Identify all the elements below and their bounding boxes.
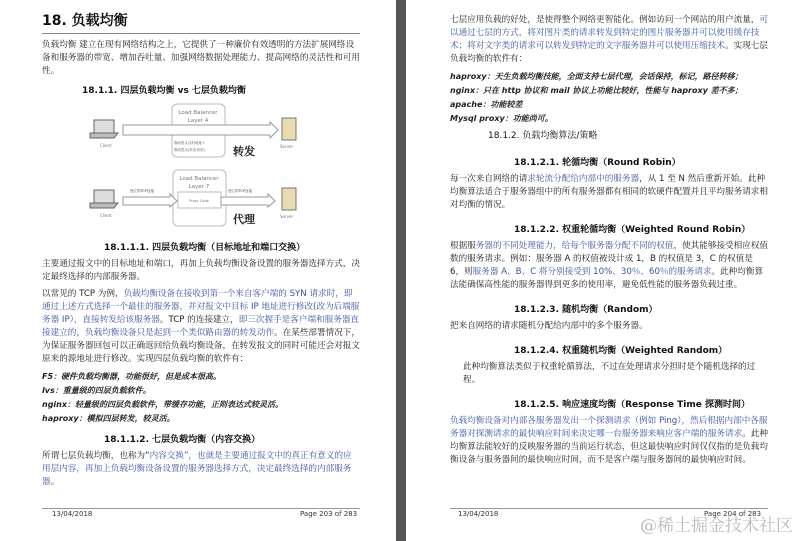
title-rule <box>42 33 360 34</box>
chapter-title: 18. 负载均衡 <box>42 13 128 29</box>
text-run: 七层应用负载的好处，是使得整个网络更智能化。例如访问一个网站的用户流量， <box>450 15 760 25</box>
highlight-run: 务器的不同处理能力，给每个服务器分配不同的权值 <box>475 241 674 251</box>
text-run: 所谓七层负载均衡，也称为“ <box>42 451 150 461</box>
layer7-paragraph <box>42 450 360 489</box>
footer-rule <box>450 508 768 509</box>
layer7-benefit-paragraph <box>450 14 768 66</box>
footer-date: 13/04/2018 <box>52 510 93 518</box>
section-heading-response-time: 18.1.2.5. 响应速度均衡（Response Time 探测时间） <box>514 400 750 410</box>
random-paragraph: 把来自网络的请求随机分配给内部中的多个服务器。 <box>450 321 648 331</box>
page-204 <box>406 0 803 541</box>
round-robin-paragraph <box>450 173 768 212</box>
software-nginx: nginx：只在 http 协议和 mail 协议上功能比较好，性能与 haproxy 差不多； <box>450 86 743 95</box>
forward-label: 转发 <box>233 145 255 158</box>
section-heading-weighted-round-robin: 18.1.2.2. 权重轮循均衡（Weighted Round Robin） <box>514 225 751 235</box>
section-heading-random: 18.1.2.3. 随机均衡（Random） <box>514 305 658 315</box>
server-icon <box>282 188 296 210</box>
section-heading-round-robin: 18.1.2.1. 轮循均衡（Round Robin） <box>514 158 681 168</box>
lb4-layer: Layer 4 <box>187 118 209 124</box>
watermark: @稀土掘金技术社区 <box>640 516 793 536</box>
highlight-run: 服务器 A、B、C 将分别接受到 10%、30％、60％的服务请求 <box>472 267 712 277</box>
text-run: 。TCP 的连接建立， <box>159 315 239 325</box>
section-heading-weighted-random: 18.1.2.4. 权重随机均衡（Weighted Random） <box>514 346 728 356</box>
page-203-content <box>42 12 360 489</box>
client-label: Client <box>100 213 112 218</box>
server-label: Server <box>280 144 294 149</box>
section-heading-18-1-1-2: 18.1.1.2. 七层负载均衡（内容交换） <box>104 435 261 445</box>
software-f5: F5：硬件负载均衡器，功能很好，但是成本很高。 <box>42 372 222 381</box>
highlight-run: 即三次握手是客户端和服务器直接建立的，负载均衡设备只是起到一个类似路由器的转发动作 <box>42 315 360 338</box>
section-heading-18-1-1: 18.1.1. 四层负载均衡 vs 七层负载均衡 <box>82 86 246 96</box>
client-laptop-icon <box>90 190 118 208</box>
page-203 <box>0 0 396 541</box>
tcp-out-arrow <box>221 194 275 207</box>
software-nginx: nginx：轻量级的四层负载软件，带缓存功能，正则表达式较灵活。 <box>42 400 284 409</box>
footer-page-number: Page 203 of 283 <box>300 510 358 518</box>
text-run: 。此种均衡算法能确保高性能的服务器得到更多的使用率，避免低性能的服务器负载过重。 <box>450 267 764 290</box>
weighted-round-robin-paragraph <box>450 240 768 292</box>
highlight-run: 负载均衡设备对内部各服务器发出一个探测请求（例如 Ping），然后根据内部中各服务器对探测请求的最快响应时间来决定哪一台服务器来响应客户端的服务请求 <box>450 416 768 439</box>
text-run: 根据服 <box>450 241 476 251</box>
server-label: Server <box>280 214 294 219</box>
tcp-example-paragraph <box>42 288 360 366</box>
lb4-note2: 修改报头(转发请求) <box>174 148 205 152</box>
layer4-vs-layer7-diagram <box>80 100 320 238</box>
lb4-note1: 修改报头目的地址+ <box>174 141 205 145</box>
intro-paragraph: 负载均衡 建立在现有网络结构之上，它提供了一种廉价有效透明的方法扩展网络设备和服务器的带宽、增加吞吐量、加强网络数据处理能力、提高网络的灵活性和可用性。 <box>42 40 360 76</box>
proxy-label: 代理 <box>233 213 255 226</box>
text-run: ，从 1 至 N 然后重新开始。此种均衡算法适合于服务器组中的所有服务器都有相同的软硬件配置并且平均服务请求相对均衡的情况。 <box>450 174 768 210</box>
software-haproxy: haproxy：天生负载均衡技能，全面支持七层代理，会话保持，标记，路径转移； <box>450 72 743 81</box>
response-time-paragraph <box>450 415 768 467</box>
software-mysql-proxy: Mysql proxy：功能尚可。 <box>450 114 553 123</box>
section-heading-18-1-1-1: 18.1.1.1. 四层负载均衡（目标地址和端口交换） <box>104 243 306 253</box>
client-laptop-icon <box>90 120 118 138</box>
highlight-run: 内容交换”，也就是主要通过报文中的真正有意义的应用层内容，再加上负载均衡设备设置的服务器选择方式，决定最终选择的内部服务器 <box>42 451 352 487</box>
text-run: ，使其能够接受相应权值数的服务请求。例如：服务器 A 的权值被设计成 1，B 的权值是 3，C 的权值是 6，则 <box>450 241 769 277</box>
page-gap <box>396 0 406 541</box>
page-204-content <box>450 14 768 467</box>
tcp-out-label: 独立的TCP连接 <box>228 189 252 193</box>
text-run: 每一次来自网络的请 <box>450 174 528 184</box>
lb7-layer: Layer 7 <box>188 184 210 190</box>
weighted-random-paragraph: 此种均衡算法类似于权重轮循算法，不过在处理请求分担时是个随机选择的过程。 <box>463 362 756 385</box>
server-icon <box>282 118 296 140</box>
footer-rule <box>42 508 360 509</box>
section-heading-18-1-2: 18.1.2. 负载均衡算法/策略 <box>488 131 598 141</box>
software-apache: apache：功能较差 <box>450 100 523 109</box>
tcp-in-label: 独立的TCP连接 <box>130 189 154 193</box>
software-haproxy: haproxy：模拟四层转发，较灵活。 <box>42 414 175 423</box>
footer-page-number: Page 204 of 283 <box>704 510 762 518</box>
layer4-paragraph: 主要通过报文中的目标地址和端口，再加上负载均衡设备设置的服务器选择方式，决定最终选择的内部服务器。 <box>42 259 360 282</box>
lb7-title: Load Balancer <box>179 176 219 182</box>
highlight-run: 求轮流分配给内部中的服务器 <box>527 174 640 184</box>
highlight-run: 可以通过七层的方式，将对图片类的请求转发到特定的图片服务器并可以使用缓存技术；将对文字类的请求可以转发到特定的文字服务器并可以使用压缩技术 <box>450 15 768 51</box>
software-lvs: lvs：重量级的四层负载软件。 <box>42 386 151 395</box>
text-run: 。此种均衡算法能较好的反映服务器的当前运行状态，但这最快响应时间仅仅指的是负载均衡设备与服务器间的最快响应时间，而不是客户端与服务器间的最快响应时间。 <box>450 429 768 465</box>
footer-date: 13/04/2018 <box>458 510 499 518</box>
text-run: 以常见的 TCP 为例， <box>42 289 124 299</box>
tcp-in-arrow <box>123 194 177 207</box>
client-label: Client <box>100 143 112 148</box>
proxy-code-label: Proxy Code <box>189 199 209 203</box>
highlight-run: 负载均衡设备在接收到第一个来自客户端的 SYN 请求时，即通过上述方式选择一个最佳的服务器，并对报文中目标 IP 地址进行修改(改为后端服务器 IP），直接转发给该服务器 <box>42 289 360 325</box>
text-run: 。 <box>50 477 60 487</box>
lb4-title: Load Balancer <box>178 110 218 116</box>
text-run: 。实现七层负载均衡的软件有： <box>450 41 768 64</box>
text-run: 。在某些部署情况下，为保证服务器回包可以正确返回给负载均衡设备，在转发报文的同时可能还会对报文原来的源地址进行修改。实现四层负载均衡的软件有： <box>42 328 360 364</box>
